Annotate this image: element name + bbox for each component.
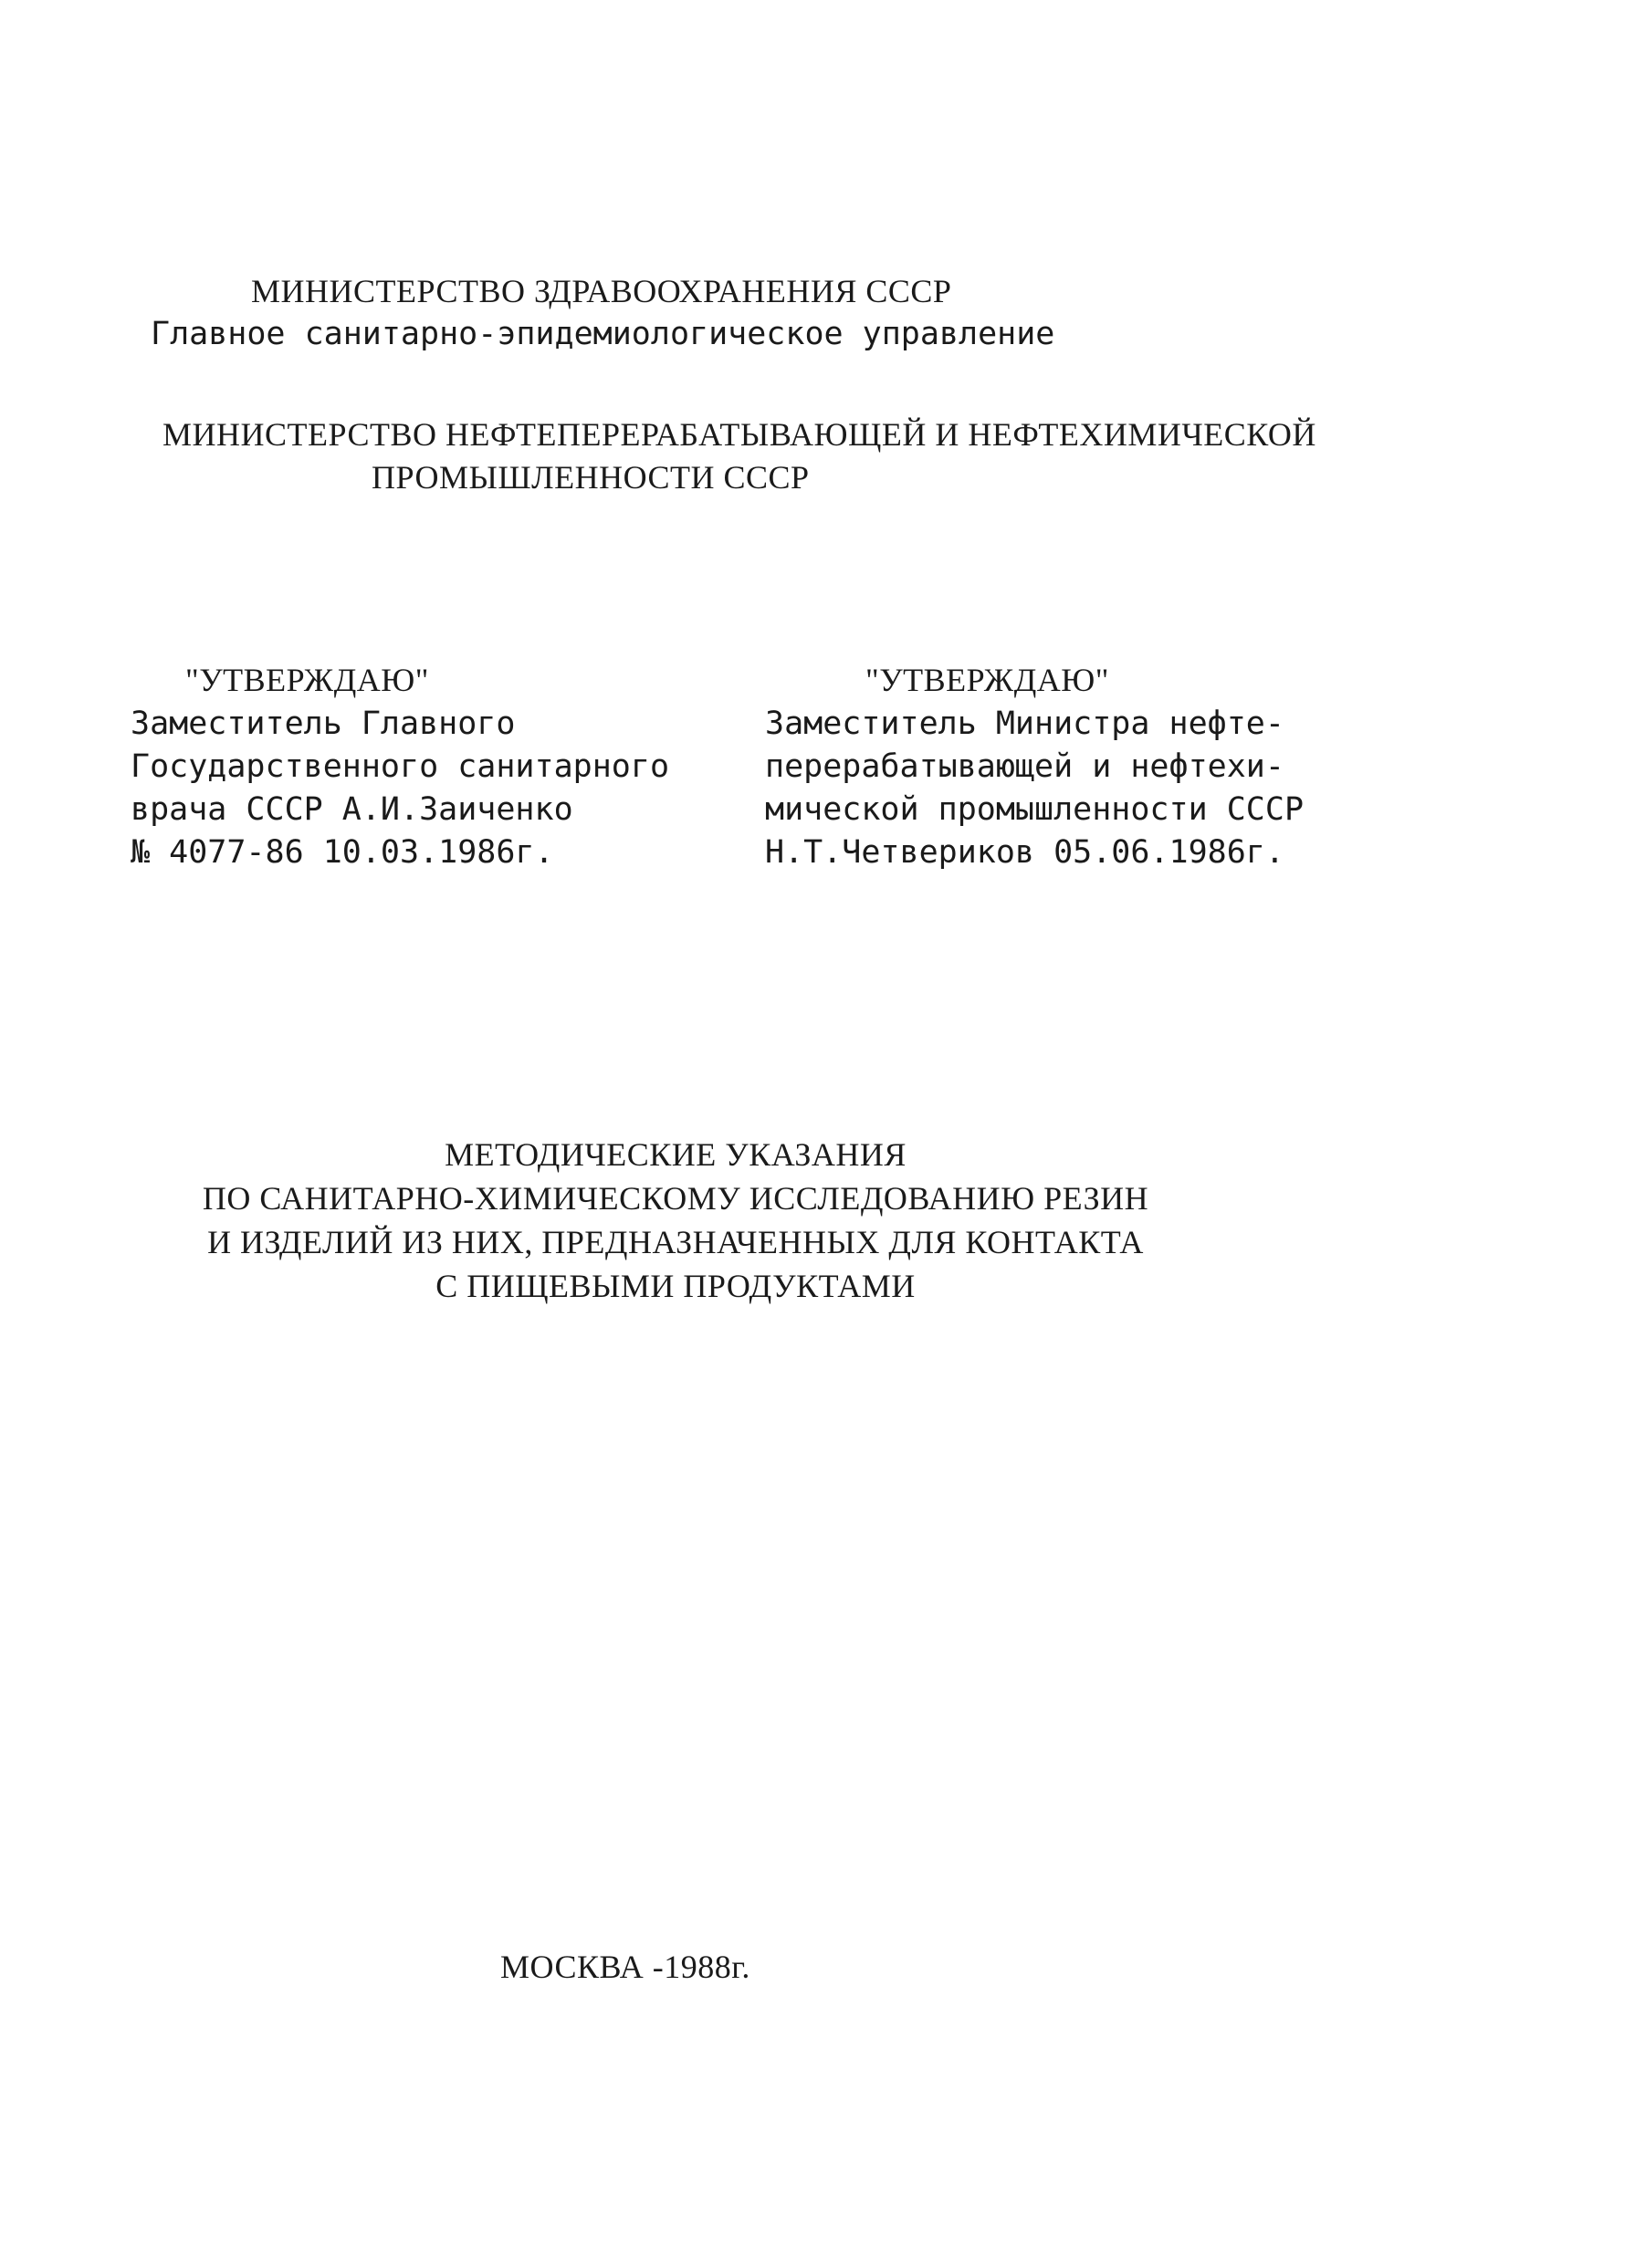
directorate-heading: Главное санитарно-эпидемиологическое управление	[151, 316, 1055, 352]
approval-right-line: мической промышленности СССР	[765, 791, 1305, 828]
document-title-line: МЕТОДИЧЕСКИЕ УКАЗАНИЯ	[445, 1136, 907, 1173]
approval-left-line: Заместитель Главного	[131, 705, 516, 742]
approval-left-heading: "УТВЕРЖДАЮ"	[185, 662, 429, 698]
approval-right-line: Заместитель Министра нефте-	[765, 705, 1284, 742]
approval-right-heading: "УТВЕРЖДАЮ"	[865, 662, 1109, 698]
place-and-year: МОСКВА -1988г.	[500, 1949, 750, 1985]
approval-left-line: Государственного санитарного	[131, 748, 670, 785]
document-title-line: С ПИЩЕВЫМИ ПРОДУКТАМИ	[435, 1268, 916, 1304]
document-title-line: ПО САНИТАРНО-ХИМИЧЕСКОМУ ИССЛЕДОВАНИЮ РЕЗИН	[202, 1180, 1149, 1217]
approval-right-line: Н.Т.Четвериков 05.06.1986г.	[765, 834, 1284, 871]
approval-right-line: перерабатывающей и нефтехи-	[765, 748, 1284, 785]
document-title-line: И ИЗДЕЛИЙ ИЗ НИХ, ПРЕДНАЗНАЧЕННЫХ ДЛЯ КОНТАКТА	[207, 1224, 1144, 1260]
ministry-health-heading: МИНИСТЕРСТВО ЗДРАВООХРАНЕНИЯ СССР	[251, 273, 952, 309]
approval-left-line: № 4077-86 10.03.1986г.	[131, 834, 554, 871]
ministry-oil-heading-line2: ПРОМЫШЛЕННОСТИ СССР	[372, 459, 810, 496]
ministry-oil-heading-line1: МИНИСТЕРСТВО НЕФТЕПЕРЕРАБАТЫВАЮЩЕЙ И НЕФТЕХИМИЧЕСКОЙ	[162, 416, 1316, 453]
approval-left-line: врача СССР А.И.Заиченко	[131, 791, 573, 828]
